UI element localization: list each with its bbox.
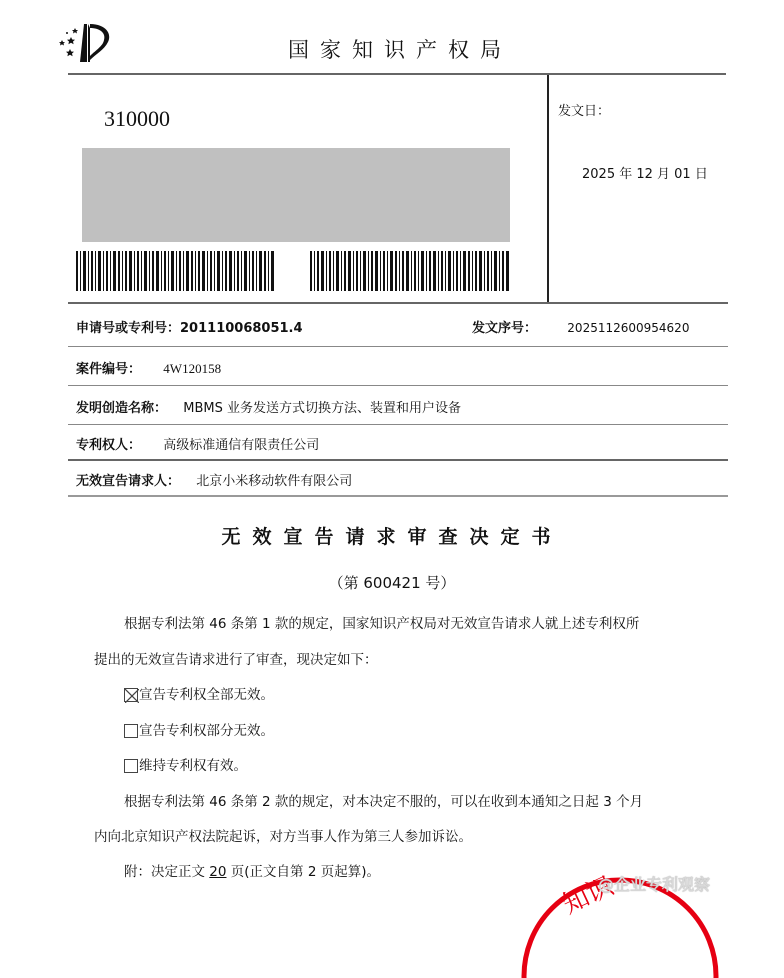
row-divider-3 [68,424,728,425]
row-divider-2 [68,385,728,386]
option-label: 维持专利权有效。 [139,758,247,774]
header-divider [68,73,726,75]
attachment-prefix: 附：决定正文 [124,864,210,880]
barcode-left [76,251,276,291]
attachment-pages: 20 [209,864,227,880]
petitioner-row [76,470,352,489]
attachment-line [124,860,380,880]
paragraph-2-line-1: 根据专利法第 46 条第 2 款的规定，对本决定不服的，可以在收到本通知之日起 3 个月 [124,794,644,810]
decision-number: （第 600421 号） [328,574,456,592]
invention-name-label: 发明创造名称： [76,401,168,416]
case-number-value: 4W120158 [163,361,222,376]
serial-number-row [472,317,689,336]
patentee-label: 专利权人： [76,438,142,453]
issue-date: 2025 年 12 月 01 日 [582,167,708,182]
petitioner-value: 北京小米移动软件有限公司 [196,474,353,489]
checkbox-empty-icon [124,759,138,773]
address-divider [68,302,728,304]
application-number-label: 申请号或专利号： [76,321,181,336]
option-label: 宣告专利权全部无效。 [139,687,274,703]
petitioner-label: 无效宣告请求人： [76,474,181,489]
application-number-row [76,317,303,336]
option-invalidate-all [124,683,274,703]
row-divider-1 [68,346,728,347]
application-number-value: 201110068051.4 [180,321,303,336]
watermark: @企业专利观察 [598,875,711,894]
org-title: 国家知识产权局 [288,38,512,62]
patentee-row [76,434,319,453]
paragraph-1-line-1: 根据专利法第 46 条第 1 款的规定，国家知识产权局对无效宣告请求人就上述专利权所 [124,616,640,632]
option-invalidate-partial [124,719,274,739]
patentee-value: 高级标准通信有限责任公司 [163,438,320,453]
paragraph-2-line-2: 内向北京知识产权法院起诉，对方当事人作为第三人参加诉讼。 [94,829,472,845]
issue-date-label: 发文日： [558,104,611,119]
serial-number-value: 2025112600954620 [567,321,690,335]
option-maintain-valid [124,754,247,774]
row-divider-5 [68,495,728,497]
case-number-label: 案件编号： [76,362,142,377]
paragraph-1-line-2: 提出的无效宣告请求进行了审查，现决定如下： [94,652,378,668]
attachment-suffix: 页(正文自第 2 页起算)。 [226,864,380,880]
row-divider-4 [68,459,728,461]
svg-text:知识: 知识 [558,871,619,921]
invention-name-row [76,397,461,416]
header-vertical-divider [547,75,549,303]
case-number-row [76,358,221,377]
checkbox-empty-icon [124,724,138,738]
postcode: 310000 [104,106,170,131]
option-label: 宣告专利权部分无效。 [139,723,274,739]
redacted-address-block [82,148,510,242]
invention-name-value: MBMS 业务发送方式切换方法、装置和用户设备 [183,401,462,416]
barcode-right [310,251,510,291]
decision-title: 无效宣告请求审查决定书 [221,526,563,548]
checkbox-checked-icon [124,688,138,702]
cnipa-logo-icon [54,20,116,66]
serial-number-label: 发文序号： [472,321,538,336]
